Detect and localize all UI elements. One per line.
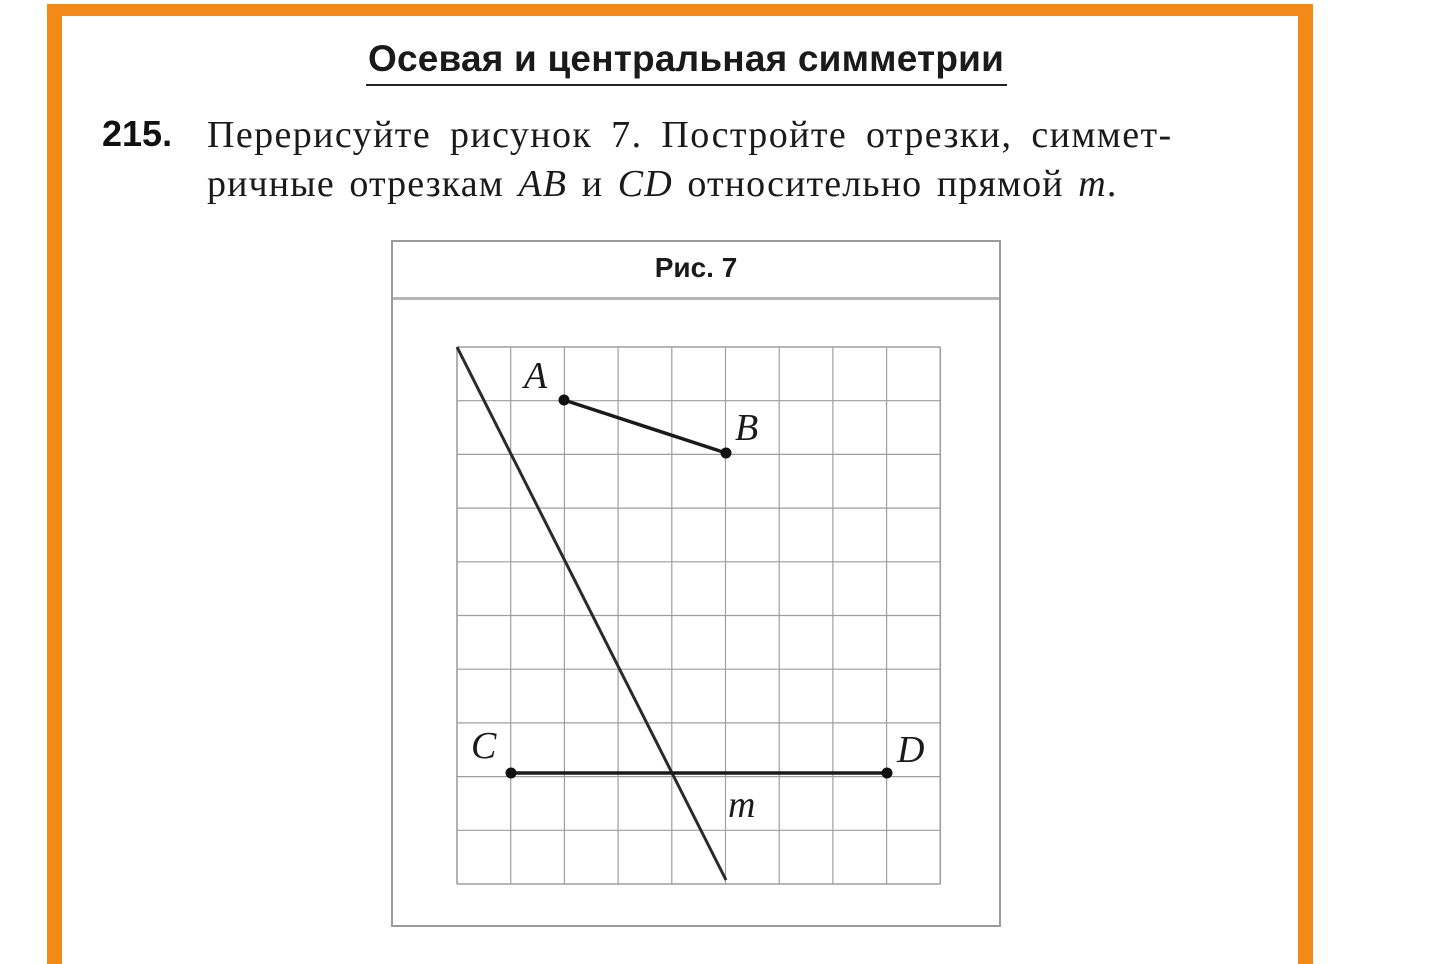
- figure-caption: Рис. 7: [654, 252, 738, 283]
- problem-text-part: относительно прямой: [672, 163, 1079, 205]
- line-m: [457, 347, 726, 880]
- problem-text-part: ричные отрезкам: [207, 163, 519, 205]
- point-b: [721, 448, 732, 459]
- point-a: [559, 395, 570, 406]
- line-m-name: m: [1078, 163, 1107, 205]
- segment-ab: [564, 400, 726, 453]
- section-title: Осевая и центральная симметрии: [368, 38, 1005, 79]
- problem-text-part: и: [567, 163, 618, 205]
- label-m: m: [728, 784, 756, 826]
- segment-cd-name: CD: [617, 163, 673, 205]
- label-b: B: [735, 407, 759, 449]
- problem-text-line-1: Перерисуйте рисунок 7. Постройте отрезки, симмет-: [207, 114, 1173, 156]
- label-d: D: [897, 729, 925, 771]
- label-c: C: [471, 725, 497, 767]
- problem-number: 215.: [102, 113, 173, 154]
- problem-text-part: .: [1106, 163, 1118, 205]
- point-d: [882, 768, 893, 779]
- label-a: A: [524, 355, 548, 397]
- grid: [457, 347, 940, 884]
- segment-ab-name: AB: [518, 163, 568, 205]
- point-c: [506, 768, 517, 779]
